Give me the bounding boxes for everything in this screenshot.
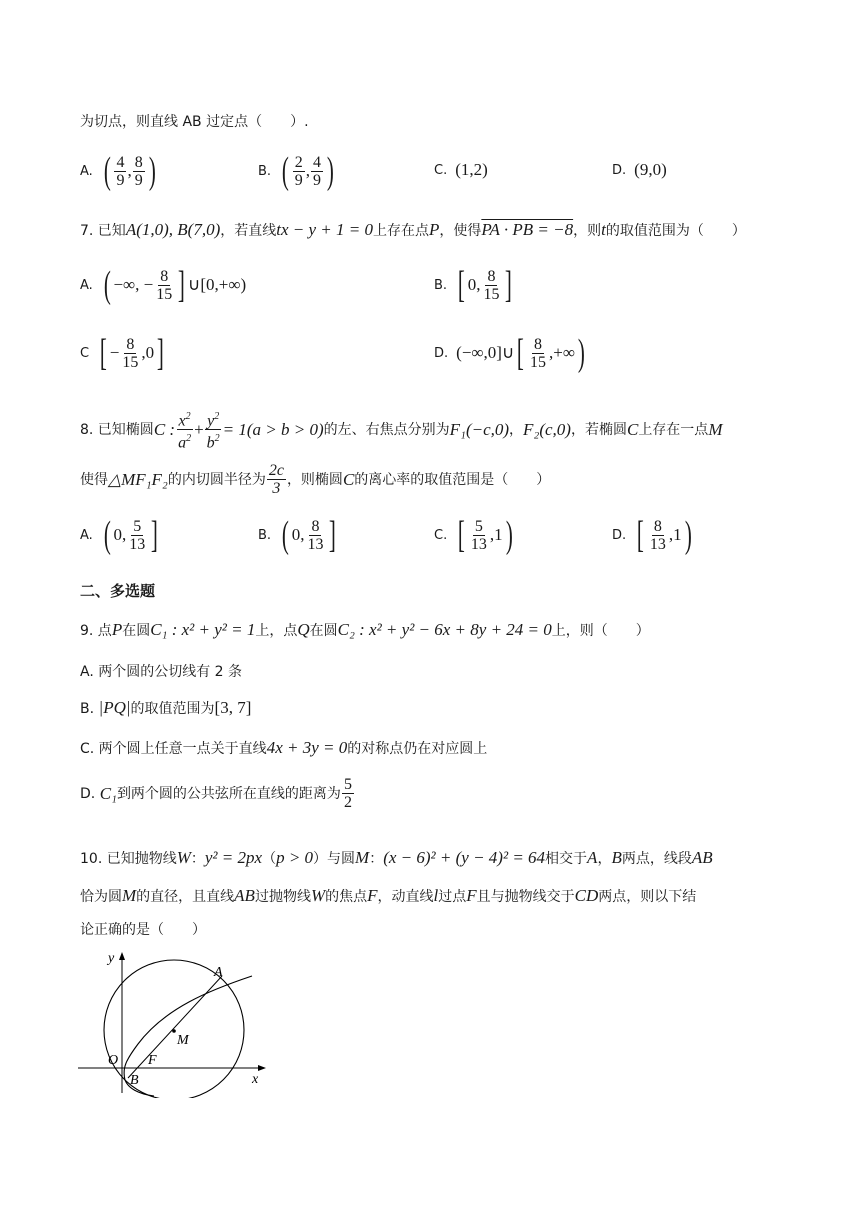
label-m: M (177, 1033, 189, 1048)
fraction: $\frac{4}{9}$ (116, 153, 125, 189)
fraction: $\frac{2}{9}$ (294, 153, 303, 189)
q8-option-d[interactable]: D. [ $\frac{8}{13}$ ,1 ) (612, 514, 692, 556)
q8-option-c[interactable]: C. [ $\frac{5}{13}$ ,1 ) (434, 514, 513, 556)
q10-stem-line1: 10. 已知抛物线W：y² = 2px（p > 0）与圆M：(x − 6)² + (y − 4)² = 64相交于A，B两点，线段AB (80, 848, 713, 867)
q7-option-d[interactable]: D. (−∞,0]∪ [ $\frac{8}{15}$ ,+∞ ) (434, 332, 585, 374)
q9-option-b[interactable]: B. |PQ|的取值范围为[3, 7] (80, 698, 252, 717)
label-y: y (108, 951, 115, 966)
option-label: A. (80, 163, 93, 179)
q8-stem-line1: 8. 已知椭圆 C : $\frac{x^2}{a^2}$ + $\frac{y^2}{b^2}$ = 1(a > b > 0) 的左、右焦点分别为 F₁(−c,0) ， F₂(c,0) ，若椭圆 C 上存在一点 M (80, 408, 722, 452)
parabola-circle-figure (70, 948, 270, 1098)
x-axis-arrow (258, 1065, 266, 1071)
label-f: F (148, 1053, 157, 1068)
section-heading: 二、多选题 (80, 582, 156, 600)
q7-stem: 7. 已知A(1,0), B(7,0)，若直线tx − y + 1 = 0上存在点P，使得PA · PB = −8，则t的取值范围为（ ） (80, 220, 746, 239)
q9-option-d[interactable]: D. C₁ 到两个圆的公共弦所在直线的距离为 $\frac{5}{2}$ (80, 776, 352, 811)
q6-option-a[interactable]: A. ( $\frac{4}{9}$ , $\frac{8}{9}$ ) (80, 150, 156, 192)
q8-stem-line2: 使得 △MF₁F₂ 的内切圆半径为 $\frac{2c}{3}$ ，则椭圆 C 的离心率的取值范围是（ ） (80, 462, 551, 497)
fraction: $\frac{4}{9}$ (312, 153, 321, 189)
label-x: x (252, 1072, 259, 1087)
fraction: $\frac{8}{9}$ (134, 153, 143, 189)
label-b: B (130, 1073, 139, 1088)
q6-option-c[interactable]: C. (1,2) (434, 160, 488, 179)
q9-option-c[interactable]: C. 两个圆上任意一点关于直线4x + 3y = 0的对称点仍在对应圆上 (80, 738, 488, 757)
q6-tail: 为切点，则直线 AB 过定点（ ）. (80, 114, 309, 130)
q9-stem: 9. 点P在圆C₁ : x² + y² = 1上，点Q在圆C₂ : x² + y² − 6x + 8y + 24 = 0上，则（ ） (80, 620, 650, 639)
chord-ab (128, 976, 222, 1078)
q9-option-a[interactable]: A. 两个圆的公切线有 2 条 (80, 664, 243, 680)
q8-option-a[interactable]: A. ( 0, $\frac{5}{13}$ ] (80, 514, 159, 556)
q10-stem-line3: 论正确的是（ ） (80, 922, 206, 938)
q7-option-b[interactable]: B. [ 0, $\frac{8}{15}$ ] (434, 264, 513, 306)
y-axis-arrow (119, 952, 125, 960)
q10-stem-line2: 恰为圆M的直径，且直线AB过抛物线W的焦点F，动直线l过点F且与抛物线交于CD两点，则以下结 (80, 886, 697, 905)
label-a: A (214, 965, 223, 980)
q6-option-d[interactable]: D. (9,0) (612, 160, 667, 179)
label-o: O (108, 1053, 119, 1068)
point-m (172, 1029, 176, 1033)
q6-option-b[interactable]: B. ( $\frac{2}{9}$ , $\frac{4}{9}$ ) (258, 150, 334, 192)
q7-option-a[interactable]: A. ( −∞, − $\frac{8}{15}$ ] ∪[0,+∞) (80, 264, 247, 306)
q8-option-b[interactable]: B. ( 0, $\frac{8}{13}$ ] (258, 514, 337, 556)
q7-option-c[interactable]: C [ − $\frac{8}{15}$ ,0 ] (80, 332, 164, 374)
